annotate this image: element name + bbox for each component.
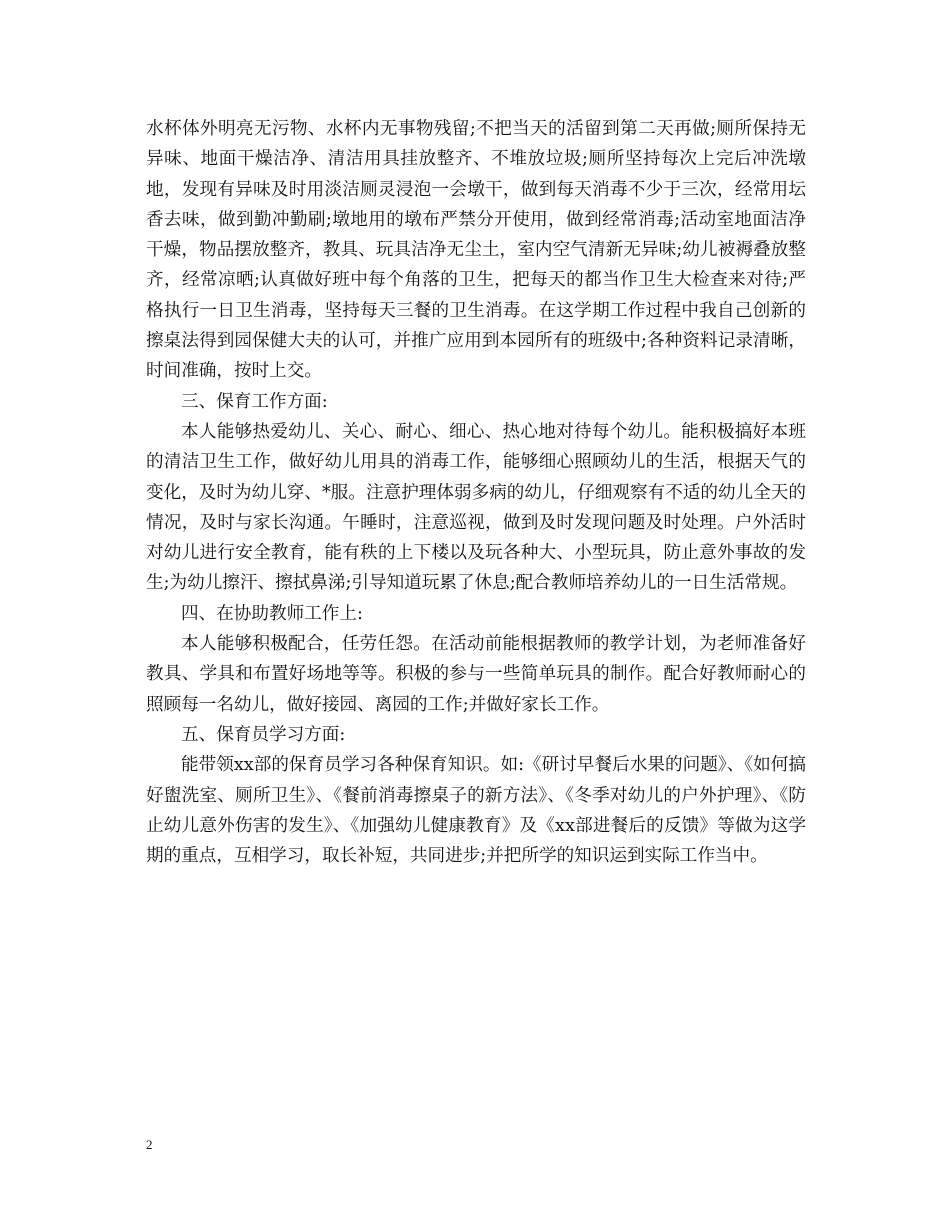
section-heading-assisting-teachers: 四、在协助教师工作上: bbox=[181, 603, 363, 624]
paragraph-assisting-teachers: 本人能够积极配合，任劳任怨。在活动前能根据教师的教学计划，为老师准备好教具、学具和布置好场地等等。积极的参与一些简单玩具的制作。配合好教师耐心的照顾每一名幼儿，做好接园、离园的工作;并做好家长工作。 bbox=[146, 634, 806, 715]
paragraph-cleaning-standards: 水杯体外明亮无污物、水杯内无事物残留;不把当天的活留到第二天再做;厕所保持无异味、地面干燥洁净、清洁用具挂放整齐、不堆放垃圾;厕所坚持每次上完后冲洗墩地，发现有异味及时用淡洁厕灵浸泡一会墩干，做到每天消毒不少于三次，经常用坛香去味，做到勤冲勤刷;墩地用的墩布严禁分开使用，做到经常消毒;活动室地面洁净干燥，物品摆放整齐，教具、玩具洁净无尘土，室内空气清新无异味;幼儿被褥叠放整齐，经常凉晒;认真做好班中每个角落的卫生，把每天的都当作卫生大检查来对待;严格执行一日卫生消毒，坚持每天三餐的卫生消毒。在这学期工作过程中我自己创新的擦桌法得到园保健大夫的认可，并推广应用到本园所有的班级中;各种资料记录清晰，时间准确，按时上交。 bbox=[146, 119, 806, 382]
section-heading-staff-learning: 五、保育员学习方面: bbox=[181, 724, 346, 745]
document-body bbox=[146, 114, 806, 871]
paragraph-care-work: 本人能够热爱幼儿、关心、耐心、细心、热心地对待每个幼儿。能积极搞好本班的清洁卫生工作，做好幼儿用具的消毒工作，能够细心照顾幼儿的生活，根据天气的变化，及时为幼儿穿、*服。注意护理体弱多病的幼儿，仔细观察有不适的幼儿全天的情况，及时与家长沟通。午睡时，注意巡视，做到及时发现问题及时处理。户外活时对幼儿进行安全教育，能有秩的上下楼以及玩各种大、小型玩具，防止意外事故的发生;为幼儿擦汗、擦拭鼻涕;引导知道玩累了休息;配合教师培养幼儿的一日生活常规。 bbox=[146, 421, 806, 594]
section-heading-care-work: 三、保育工作方面: bbox=[181, 391, 328, 412]
paragraph-staff-learning: 能带领xx部的保育员学习各种保育知识。如:《研讨早餐后水果的问题》、《如何搞好盥洗室、厕所卫生》、《餐前消毒擦桌子的新方法》、《冬季对幼儿的户外护理》、《防止幼儿意外伤害的发生》、《加强幼儿健康教育》及《xx部进餐后的反馈》等做为这学期的重点，互相学习，取长补短，共同进步;并把所学的知识运到实际工作当中。 bbox=[146, 755, 806, 867]
page-number: 2 bbox=[146, 1137, 153, 1152]
